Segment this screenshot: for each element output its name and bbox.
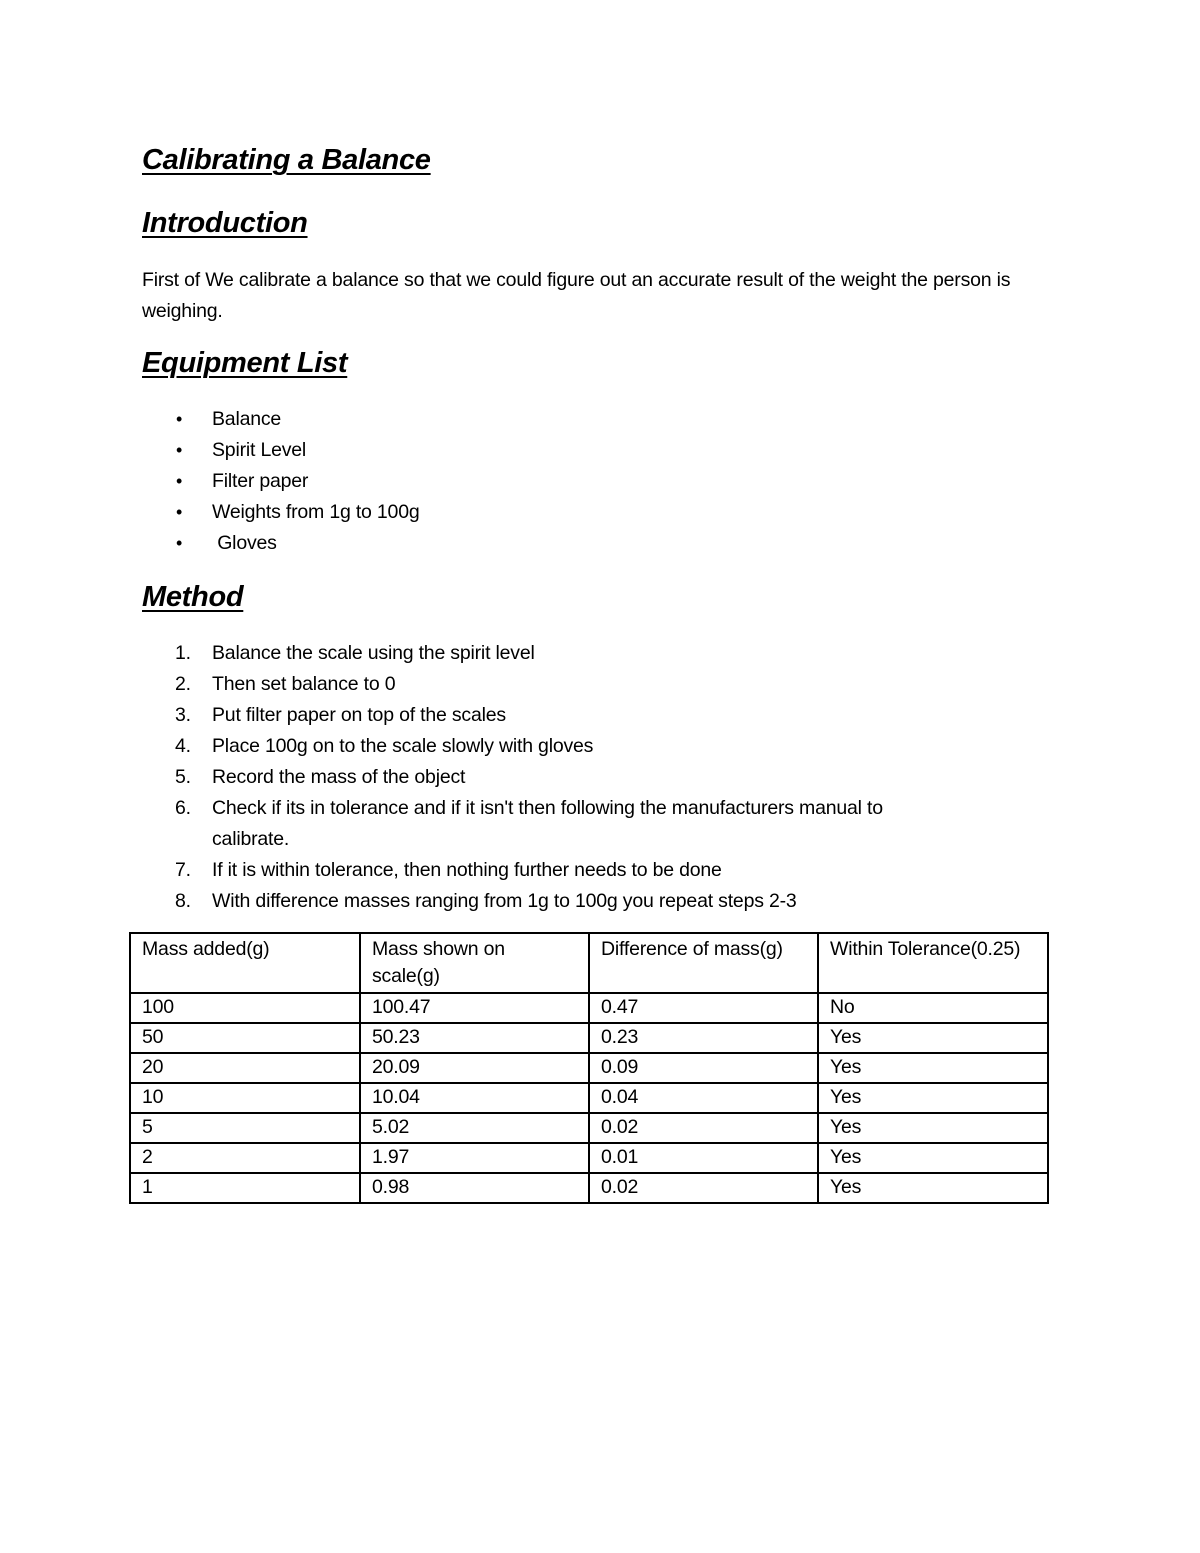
table-cell: 5 (130, 1113, 360, 1143)
table-cell: 5.02 (360, 1113, 589, 1143)
step-number: 7. (175, 859, 191, 881)
table-row (130, 1143, 1048, 1173)
table-cell: Yes (818, 1173, 1048, 1203)
table-row (130, 1113, 1048, 1143)
table-cell: Yes (818, 1053, 1048, 1083)
step-number: 3. (175, 704, 191, 726)
table-cell: 0.02 (589, 1113, 818, 1143)
table-row (130, 1053, 1048, 1083)
list-item (142, 700, 1052, 731)
table-cell: 20.09 (360, 1053, 589, 1083)
equipment-item-label: Filter paper (212, 470, 309, 492)
table-cell: 1 (130, 1173, 360, 1203)
step-number: 5. (175, 766, 191, 788)
list-item (142, 793, 1052, 855)
table-header-cell: Difference of mass(g) (589, 933, 818, 993)
step-text: Record the mass of the object (212, 766, 466, 788)
bullet-icon: • (176, 502, 183, 522)
table-cell: 0.09 (589, 1053, 818, 1083)
equipment-item-label: Spirit Level (212, 439, 307, 461)
introduction-text: First of We calibrate a balance so that we could figure out an accurate result of the weight the person is weighing. (142, 269, 1011, 322)
step-text: Balance the scale using the spirit level (212, 642, 535, 664)
table-header-cell: Within Tolerance(0.25) (818, 933, 1048, 993)
step-number: 1. (175, 642, 191, 664)
table-cell: 10 (130, 1083, 360, 1113)
bullet-icon: • (176, 471, 183, 491)
equipment-item-label: Balance (212, 408, 282, 430)
list-item (142, 528, 1052, 559)
step-text: Check if its in tolerance and if it isn't then following the manufacturers manual to calibrate. (212, 797, 883, 850)
list-item (142, 497, 1052, 528)
bullet-icon: • (176, 440, 183, 460)
table-cell: 0.02 (589, 1173, 818, 1203)
step-text: Then set balance to 0 (212, 673, 396, 695)
table-cell: 20 (130, 1053, 360, 1083)
table-cell: 100.47 (360, 993, 589, 1023)
table-cell: 1.97 (360, 1143, 589, 1173)
step-number: 6. (175, 797, 191, 819)
method-steps (142, 638, 1052, 917)
step-number: 2. (175, 673, 191, 695)
table-row (130, 1023, 1048, 1053)
list-item (142, 435, 1052, 466)
table-cell: 0.04 (589, 1083, 818, 1113)
table-row (130, 1173, 1048, 1203)
method-heading: Method (142, 581, 244, 613)
table-cell: 0.23 (589, 1023, 818, 1053)
table-header-cell: Mass shown on scale(g) (360, 933, 589, 993)
equipment-list (142, 404, 1052, 559)
table-cell: Yes (818, 1083, 1048, 1113)
table-cell: 10.04 (360, 1083, 589, 1113)
step-number: 4. (175, 735, 191, 757)
step-text: Put filter paper on top of the scales (212, 704, 506, 726)
table-cell: 100 (130, 993, 360, 1023)
bullet-icon: • (176, 409, 183, 429)
bullet-icon: • (176, 533, 183, 553)
list-item (142, 886, 1052, 917)
list-item (142, 731, 1052, 762)
table-header-cell: Mass added(g) (130, 933, 360, 993)
table-cell: 50 (130, 1023, 360, 1053)
table-cell: No (818, 993, 1048, 1023)
list-item (142, 638, 1052, 669)
table-cell: Yes (818, 1113, 1048, 1143)
list-item (142, 404, 1052, 435)
list-item (142, 466, 1052, 497)
equipment-item-label: Weights from 1g to 100g (212, 501, 420, 523)
table-cell: 50.23 (360, 1023, 589, 1053)
list-item (142, 762, 1052, 793)
step-number: 8. (175, 890, 191, 912)
table-cell: 0.47 (589, 993, 818, 1023)
calibration-table (129, 932, 1049, 1204)
list-item (142, 669, 1052, 700)
table-cell: Yes (818, 1143, 1048, 1173)
equipment-item-label: Gloves (212, 532, 277, 554)
step-text: Place 100g on to the scale slowly with gloves (212, 735, 594, 757)
table-cell: 0.01 (589, 1143, 818, 1173)
table-cell: 0.98 (360, 1173, 589, 1203)
table-cell: 2 (130, 1143, 360, 1173)
table-cell: Yes (818, 1023, 1048, 1053)
table-row (130, 1083, 1048, 1113)
step-text: With difference masses ranging from 1g to 100g you repeat steps 2-3 (212, 890, 797, 912)
document-title: Calibrating a Balance (142, 144, 431, 176)
list-item (142, 855, 1052, 886)
table-row (130, 993, 1048, 1023)
table-header-row (130, 933, 1048, 993)
step-text: If it is within tolerance, then nothing further needs to be done (212, 859, 722, 881)
equipment-heading: Equipment List (142, 347, 348, 379)
introduction-heading: Introduction (142, 207, 308, 239)
